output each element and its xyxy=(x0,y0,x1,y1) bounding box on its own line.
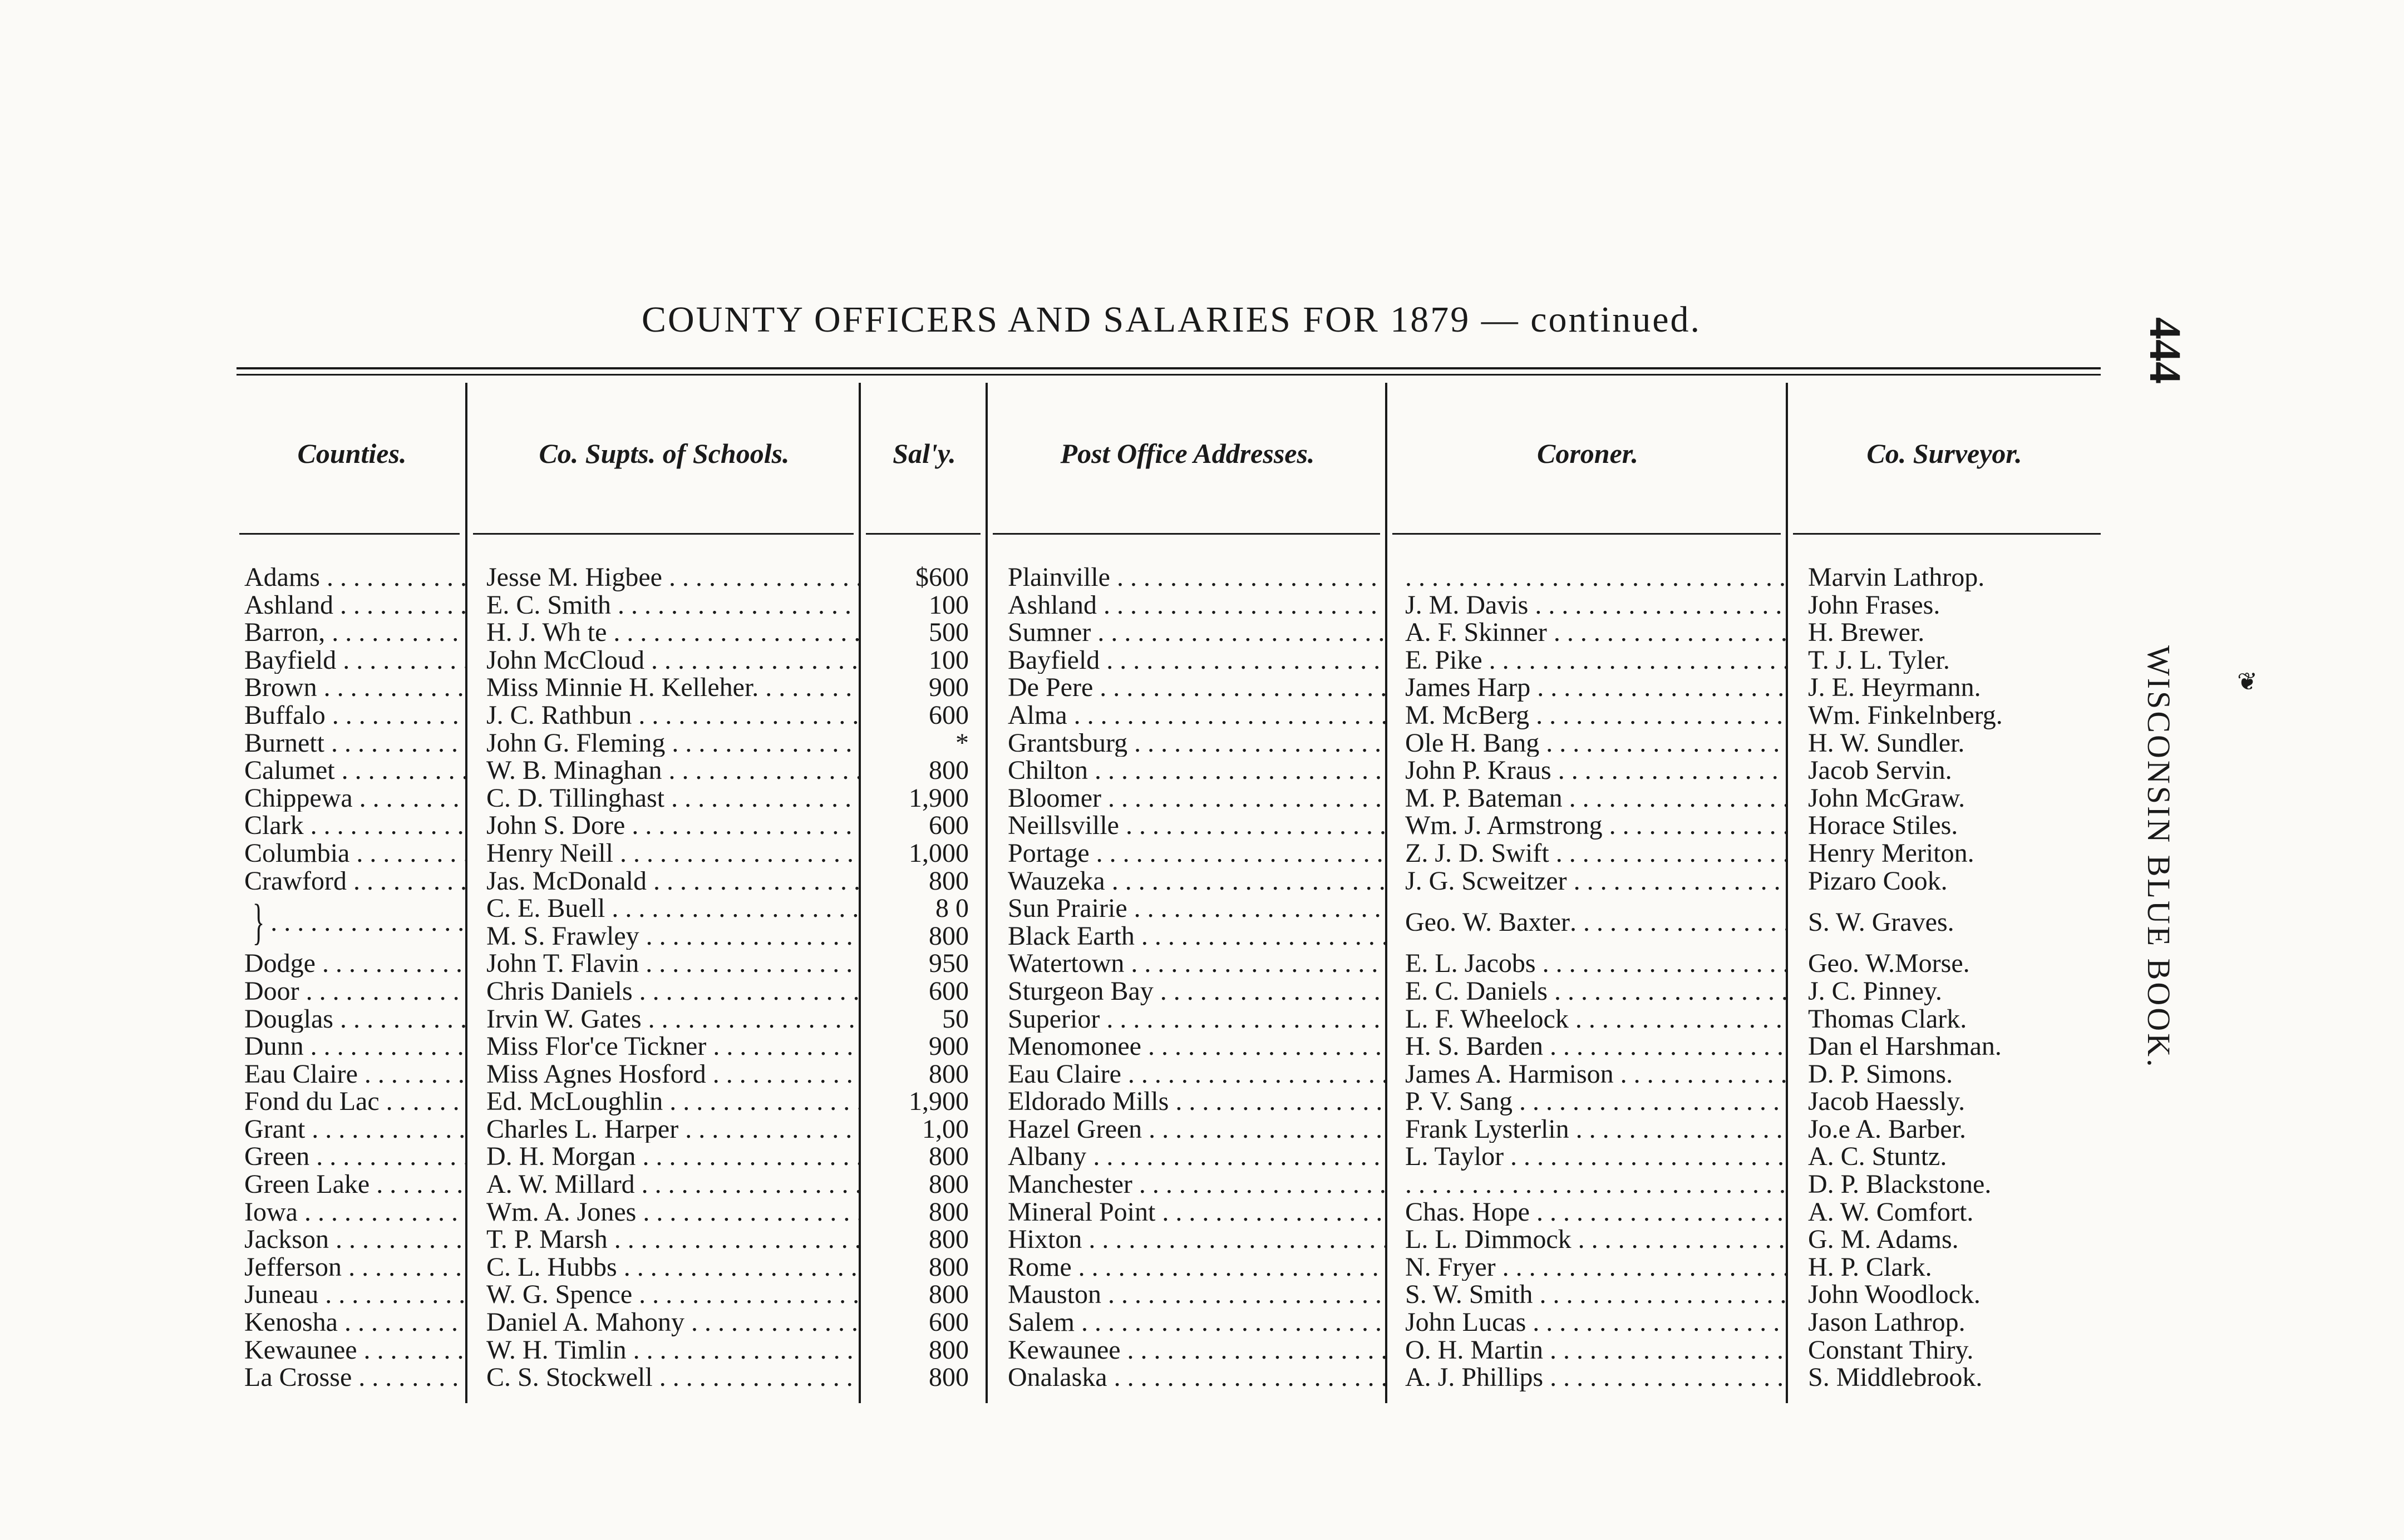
surveyor-cell: Dan el Harshman. xyxy=(1808,1033,2002,1060)
coroner-cell: L. L. Dimmock . . . xyxy=(1387,1226,1788,1253)
superintendent-cell: C. D. Tillinghast . . . xyxy=(467,784,861,812)
table-row xyxy=(237,867,2101,895)
superintendent-cell: Jas. McDonald . . . xyxy=(467,867,861,895)
superintendent-cell: T. P. Marsh . . . xyxy=(467,1226,861,1253)
post-office-cell: Eldorado Mills . . . xyxy=(988,1088,1387,1115)
salary-cell: 600 xyxy=(929,1309,969,1336)
superintendent-cell-line: C. E. Buell . . . xyxy=(486,895,861,922)
salary-cell: 100 xyxy=(929,646,969,674)
post-office-cell: Onalaska . . . xyxy=(988,1364,1387,1391)
post-office-cell: Wauzeka . . . xyxy=(988,867,1387,895)
surveyor-cell: S. Middlebrook. xyxy=(1808,1364,1983,1391)
table-row xyxy=(237,950,2101,978)
salary-cell: 1,000 xyxy=(909,839,969,867)
coroner-cell xyxy=(1387,564,1788,591)
coroner-cell: L. Taylor . . . xyxy=(1387,1143,1788,1171)
post-office-cell: Sumner . . . xyxy=(988,619,1387,646)
post-office-cell: Alma . . . xyxy=(988,702,1387,729)
surveyor-cell: Jacob Haessly. xyxy=(1808,1088,1965,1115)
header-surveyor: Co. Surveyor. xyxy=(1866,438,2022,469)
salary-cell: 1,900 xyxy=(909,784,969,812)
table-row xyxy=(237,1364,2101,1391)
salary-cell: 800 xyxy=(929,1336,969,1364)
county-cell: Green . . . xyxy=(237,1143,467,1171)
coroner-cell: Chas. Hope . . . xyxy=(1387,1198,1788,1226)
surveyor-cell: John Woodlock. xyxy=(1808,1281,1981,1309)
coroner-cell: Geo. W. Baxter . . . xyxy=(1387,895,1788,950)
salary-cell: 950 xyxy=(929,950,969,978)
post-office-cell: Portage . . . xyxy=(988,840,1387,867)
table-row xyxy=(237,840,2101,867)
surveyor-cell: D. P. Blackstone. xyxy=(1808,1171,1992,1198)
county-cell: Grant . . . xyxy=(237,1115,467,1143)
running-head: WISCONSIN BLUE BOOK. xyxy=(2141,645,2177,1069)
table-row xyxy=(237,1033,2101,1060)
county-cell: Green Lake . . . xyxy=(237,1171,467,1198)
county-cell xyxy=(237,895,467,950)
surveyor-cell: Wm. Finkelnberg. xyxy=(1808,701,2003,729)
salary-cell: 600 xyxy=(929,812,969,840)
superintendent-cell: W. G. Spence . . . xyxy=(467,1281,861,1309)
post-office-cell-line: Sun Prairie . . . xyxy=(1008,895,1387,922)
table-body xyxy=(237,564,2101,1391)
county-cell: Kenosha . . . xyxy=(237,1309,467,1336)
salary-cell: 900 xyxy=(929,674,969,702)
table-row xyxy=(237,619,2101,646)
post-office-cell: Hixton . . . xyxy=(988,1226,1387,1253)
post-office-cell: Grantsburg . . . xyxy=(988,729,1387,757)
coroner-cell: Frank Lysterlin . . . xyxy=(1387,1115,1788,1143)
salary-cell xyxy=(861,895,988,950)
post-office-cell: Hazel Green . . . xyxy=(988,1115,1387,1143)
superintendent-cell: Jesse M. Higbee . . . xyxy=(467,564,861,591)
header-underline xyxy=(866,533,981,535)
surveyor-cell: Jason Lathrop. xyxy=(1808,1309,1965,1336)
coroner-cell: J. G. Scweitzer . . . xyxy=(1387,867,1788,895)
county-cell: Barron, . . . xyxy=(237,619,467,646)
county-cell: Ashland . . . xyxy=(237,591,467,619)
post-office-cell: Bayfield . . . xyxy=(988,646,1387,674)
post-office-cell: Kewaunee . . . xyxy=(988,1336,1387,1364)
table-row xyxy=(237,674,2101,702)
coroner-cell: O. H. Martin . . . xyxy=(1387,1336,1788,1364)
table-row xyxy=(237,1198,2101,1226)
county-cell: Brown . . . xyxy=(237,674,467,702)
table-row xyxy=(237,1336,2101,1364)
salary-cell: 800 xyxy=(929,1171,969,1198)
table-row xyxy=(237,895,2101,950)
salary-cell: 800 xyxy=(929,1198,969,1226)
post-office-cell xyxy=(988,895,1387,950)
county-cell: Jefferson . . . xyxy=(237,1253,467,1281)
coroner-cell: James Harp . . . xyxy=(1387,674,1788,702)
surveyor-cell: Jacob Servin. xyxy=(1808,757,1952,784)
post-office-cell: Bloomer . . . xyxy=(988,784,1387,812)
header-underline xyxy=(1392,533,1781,535)
table-row xyxy=(237,1088,2101,1115)
table-row xyxy=(237,784,2101,812)
salary-cell: 500 xyxy=(929,619,969,646)
post-office-cell: De Pere . . . xyxy=(988,674,1387,702)
superintendent-cell: W. B. Minaghan . . . xyxy=(467,757,861,784)
surveyor-cell: G. M. Adams. xyxy=(1808,1226,1959,1253)
coroner-cell: M. P. Bateman . . . xyxy=(1387,784,1788,812)
superintendent-cell: A. W. Millard . . . xyxy=(467,1171,861,1198)
county-cell: Bayfield . . . xyxy=(237,646,467,674)
surveyor-cell: Geo. W.Morse. xyxy=(1808,950,1970,978)
table-row xyxy=(237,1281,2101,1309)
coroner-cell xyxy=(1387,1171,1788,1198)
header-salary: Sal'y. xyxy=(893,438,956,469)
surveyor-cell: Thomas Clark. xyxy=(1808,1005,1967,1033)
header-underline xyxy=(1793,533,2101,535)
title-rule-top xyxy=(237,367,2101,369)
coroner-cell: H. S. Barden . . . xyxy=(1387,1033,1788,1060)
surveyor-cell: John Frases. xyxy=(1808,591,1940,619)
superintendent-cell: Miss Flor'ce Tickner . . . xyxy=(467,1033,861,1060)
surveyor-cell: A. W. Comfort. xyxy=(1808,1198,1974,1226)
superintendent-cell: H. J. Wh te . . . xyxy=(467,619,861,646)
surveyor-cell: Horace Stiles. xyxy=(1808,812,1958,840)
county-cell: Clark . . . xyxy=(237,812,467,840)
table-row xyxy=(237,1309,2101,1336)
surveyor-cell: H. W. Sundler. xyxy=(1808,729,1965,757)
salary-cell: * xyxy=(955,729,969,757)
county-cell: Jackson . . . xyxy=(237,1226,467,1253)
page-number: 444 xyxy=(2140,317,2189,384)
superintendent-cell: C. S. Stockwell . . . xyxy=(467,1364,861,1391)
table-row xyxy=(237,1115,2101,1143)
surveyor-cell: Pizaro Cook. xyxy=(1808,867,1948,895)
coroner-cell: Ole H. Bang . . . xyxy=(1387,729,1788,757)
county-cell: Douglas . . . xyxy=(237,1005,467,1033)
superintendent-cell: C. L. Hubbs . . . xyxy=(467,1253,861,1281)
coroner-cell: M. McBerg . . . xyxy=(1387,702,1788,729)
post-office-cell: Manchester . . . xyxy=(988,1171,1387,1198)
post-office-cell: Neillsville . . . xyxy=(988,812,1387,840)
coroner-cell: E. C. Daniels . . . xyxy=(1387,978,1788,1005)
superintendent-cell: Chris Daniels . . . xyxy=(467,978,861,1005)
superintendent-cell: John G. Fleming . . . xyxy=(467,729,861,757)
surveyor-cell: J. C. Pinney. xyxy=(1808,977,1942,1005)
superintendent-cell: John S. Dore . . . xyxy=(467,812,861,840)
salary-cell: 800 xyxy=(929,1364,969,1391)
header-counties: Counties. xyxy=(297,438,407,469)
page-title: COUNTY OFFICERS AND SALARIES FOR 1879 — continued. xyxy=(641,299,1702,340)
superintendent-cell: Ed. McLoughlin . . . xyxy=(467,1088,861,1115)
county-cell: Door . . . xyxy=(237,978,467,1005)
table-row xyxy=(237,702,2101,729)
ornament-icon: ❦ xyxy=(2237,668,2258,695)
surveyor-cell: Jo.e A. Barber. xyxy=(1808,1115,1966,1143)
post-office-cell: Menomonee . . . xyxy=(988,1033,1387,1060)
county-cell: La Crosse . . . xyxy=(237,1364,467,1391)
table-row xyxy=(237,1171,2101,1198)
coroner-cell: E. Pike . . . xyxy=(1387,646,1788,674)
brace-icon: } xyxy=(252,895,265,950)
post-office-cell-line: Black Earth . . . xyxy=(1008,922,1387,950)
superintendent-cell: Miss Minnie H. Kelleher. . . . xyxy=(467,674,861,702)
coroner-cell: John Lucas . . . xyxy=(1387,1309,1788,1336)
table-row xyxy=(237,1226,2101,1253)
table-header xyxy=(237,440,2101,467)
surveyor-cell: S. W. Graves. xyxy=(1808,907,1954,937)
surveyor-cell: J. E. Heyrmann. xyxy=(1808,674,1981,702)
post-office-cell: Mauston . . . xyxy=(988,1281,1387,1309)
superintendent-cell: John T. Flavin . . . xyxy=(467,950,861,978)
header-post-office: Post Office Addresses. xyxy=(1060,438,1315,469)
county-cell: Juneau . . . xyxy=(237,1281,467,1309)
salary-cell: 600 xyxy=(929,701,969,729)
post-office-cell: Superior . . . xyxy=(988,1005,1387,1033)
coroner-cell: A. F. Skinner . . . xyxy=(1387,619,1788,646)
salary-cell: 900 xyxy=(929,1033,969,1060)
salary-cell: 100 xyxy=(929,591,969,619)
surveyor-cell: H. Brewer. xyxy=(1808,619,1925,646)
coroner-cell: John P. Kraus . . . xyxy=(1387,757,1788,784)
coroner-cell: P. V. Sang . . . xyxy=(1387,1088,1788,1115)
surveyor-cell: T. J. L. Tyler. xyxy=(1808,646,1950,674)
coroner-cell: Z. J. D. Swift . . . xyxy=(1387,840,1788,867)
table-row xyxy=(237,757,2101,784)
table-row xyxy=(237,1005,2101,1033)
surveyor-cell: Marvin Lathrop. xyxy=(1808,564,1985,591)
superintendent-cell: Daniel A. Mahony . . . xyxy=(467,1309,861,1336)
coroner-cell: N. Fryer . . . xyxy=(1387,1253,1788,1281)
table-row xyxy=(237,729,2101,757)
coroner-cell: S. W. Smith . . . xyxy=(1387,1281,1788,1309)
salary-cell: 1,900 xyxy=(909,1088,969,1115)
table-row xyxy=(237,1253,2101,1281)
table-row xyxy=(237,1060,2101,1088)
salary-cell: 800 xyxy=(929,1281,969,1309)
county-cell: Fond du Lac . . . xyxy=(237,1088,467,1115)
superintendent-cell: E. C. Smith . . . xyxy=(467,591,861,619)
surveyor-cell: D. P. Simons. xyxy=(1808,1060,1953,1088)
coroner-cell: J. M. Davis . . . xyxy=(1387,591,1788,619)
salary-cell-line: 800 xyxy=(929,921,969,950)
county-cell: Buffalo . . . xyxy=(237,702,467,729)
county-cell: Dunn . . . xyxy=(237,1033,467,1060)
salary-cell-line: 8 0 xyxy=(935,895,969,924)
county-cell: Kewaunee . . . xyxy=(237,1336,467,1364)
post-office-cell: Eau Claire . . . xyxy=(988,1060,1387,1088)
coroner-cell: A. J. Phillips . . . xyxy=(1387,1364,1788,1391)
post-office-cell: Chilton . . . xyxy=(988,757,1387,784)
superintendent-cell: Henry Neill . . . xyxy=(467,840,861,867)
header-superintendent: Co. Supts. of Schools. xyxy=(539,438,790,469)
county-cell: Dodge . . . xyxy=(237,950,467,978)
salary-cell: 800 xyxy=(929,1060,969,1088)
post-office-cell: Ashland . . . xyxy=(988,591,1387,619)
superintendent-cell: Miss Agnes Hosford . . . xyxy=(467,1060,861,1088)
surveyor-cell: Henry Meriton. xyxy=(1808,839,1974,867)
county-cell: Calumet . . . xyxy=(237,757,467,784)
salary-cell: 800 xyxy=(929,1253,969,1281)
table-row xyxy=(237,591,2101,619)
post-office-cell: Albany . . . xyxy=(988,1143,1387,1171)
salary-cell: 800 xyxy=(929,757,969,784)
surveyor-cell: A. C. Stuntz. xyxy=(1808,1143,1947,1171)
post-office-cell: Plainville . . . xyxy=(988,564,1387,591)
salary-cell: $600 xyxy=(915,564,969,591)
header-underline xyxy=(993,533,1380,535)
superintendent-cell: Charles L. Harper . . . xyxy=(467,1115,861,1143)
county-cell: Adams . . . xyxy=(237,564,467,591)
header-underline xyxy=(239,533,460,535)
post-office-cell: Rome . . . xyxy=(988,1253,1387,1281)
table-row xyxy=(237,812,2101,840)
superintendent-cell: John McCloud . . . xyxy=(467,646,861,674)
superintendent-cell: Irvin W. Gates . . . xyxy=(467,1005,861,1033)
county-cell: Crawford . . . xyxy=(237,867,467,895)
superintendent-cell: W. H. Timlin . . . xyxy=(467,1336,861,1364)
header-underline xyxy=(473,533,854,535)
post-office-cell: Salem . . . xyxy=(988,1309,1387,1336)
coroner-cell: L. F. Wheelock . . . xyxy=(1387,1005,1788,1033)
header-coroner: Coroner. xyxy=(1536,438,1638,469)
salary-cell: 800 xyxy=(929,1226,969,1253)
superintendent-cell: J. C. Rathbun . . . xyxy=(467,702,861,729)
salary-cell: 1,00 xyxy=(922,1115,969,1143)
county-cell: Burnett . . . xyxy=(237,729,467,757)
surveyor-cell: John McGraw. xyxy=(1808,784,1965,812)
county-cell: Iowa . . . xyxy=(237,1198,467,1226)
coroner-cell: James A. Harmison . . . xyxy=(1387,1060,1788,1088)
coroner-cell: E. L. Jacobs . . . xyxy=(1387,950,1788,978)
table-row xyxy=(237,646,2101,674)
superintendent-cell xyxy=(467,895,861,950)
surveyor-cell: H. P. Clark. xyxy=(1808,1253,1932,1281)
title-rule-bottom xyxy=(237,374,2101,376)
post-office-cell: Mineral Point . . . xyxy=(988,1198,1387,1226)
table-row xyxy=(237,1143,2101,1171)
salary-cell: 800 xyxy=(929,867,969,895)
surveyor-cell: Constant Thiry. xyxy=(1808,1336,1974,1364)
table-row xyxy=(237,564,2101,591)
salary-cell: 800 xyxy=(929,1143,969,1171)
superintendent-cell: D. H. Morgan . . . xyxy=(467,1143,861,1171)
county-cell: Columbia . . . xyxy=(237,840,467,867)
post-office-cell: Sturgeon Bay . . . xyxy=(988,978,1387,1005)
coroner-cell: Wm. J. Armstrong . . . xyxy=(1387,812,1788,840)
county-cell: Eau Claire . . . xyxy=(237,1060,467,1088)
salary-cell: 50 xyxy=(942,1005,969,1033)
table-row xyxy=(237,978,2101,1005)
county-cell: Chippewa . . . xyxy=(237,784,467,812)
superintendent-cell-line: M. S. Frawley . . . xyxy=(486,922,861,950)
post-office-cell: Watertown . . . xyxy=(988,950,1387,978)
salary-cell: 600 xyxy=(929,977,969,1005)
superintendent-cell: Wm. A. Jones . . . xyxy=(467,1198,861,1226)
